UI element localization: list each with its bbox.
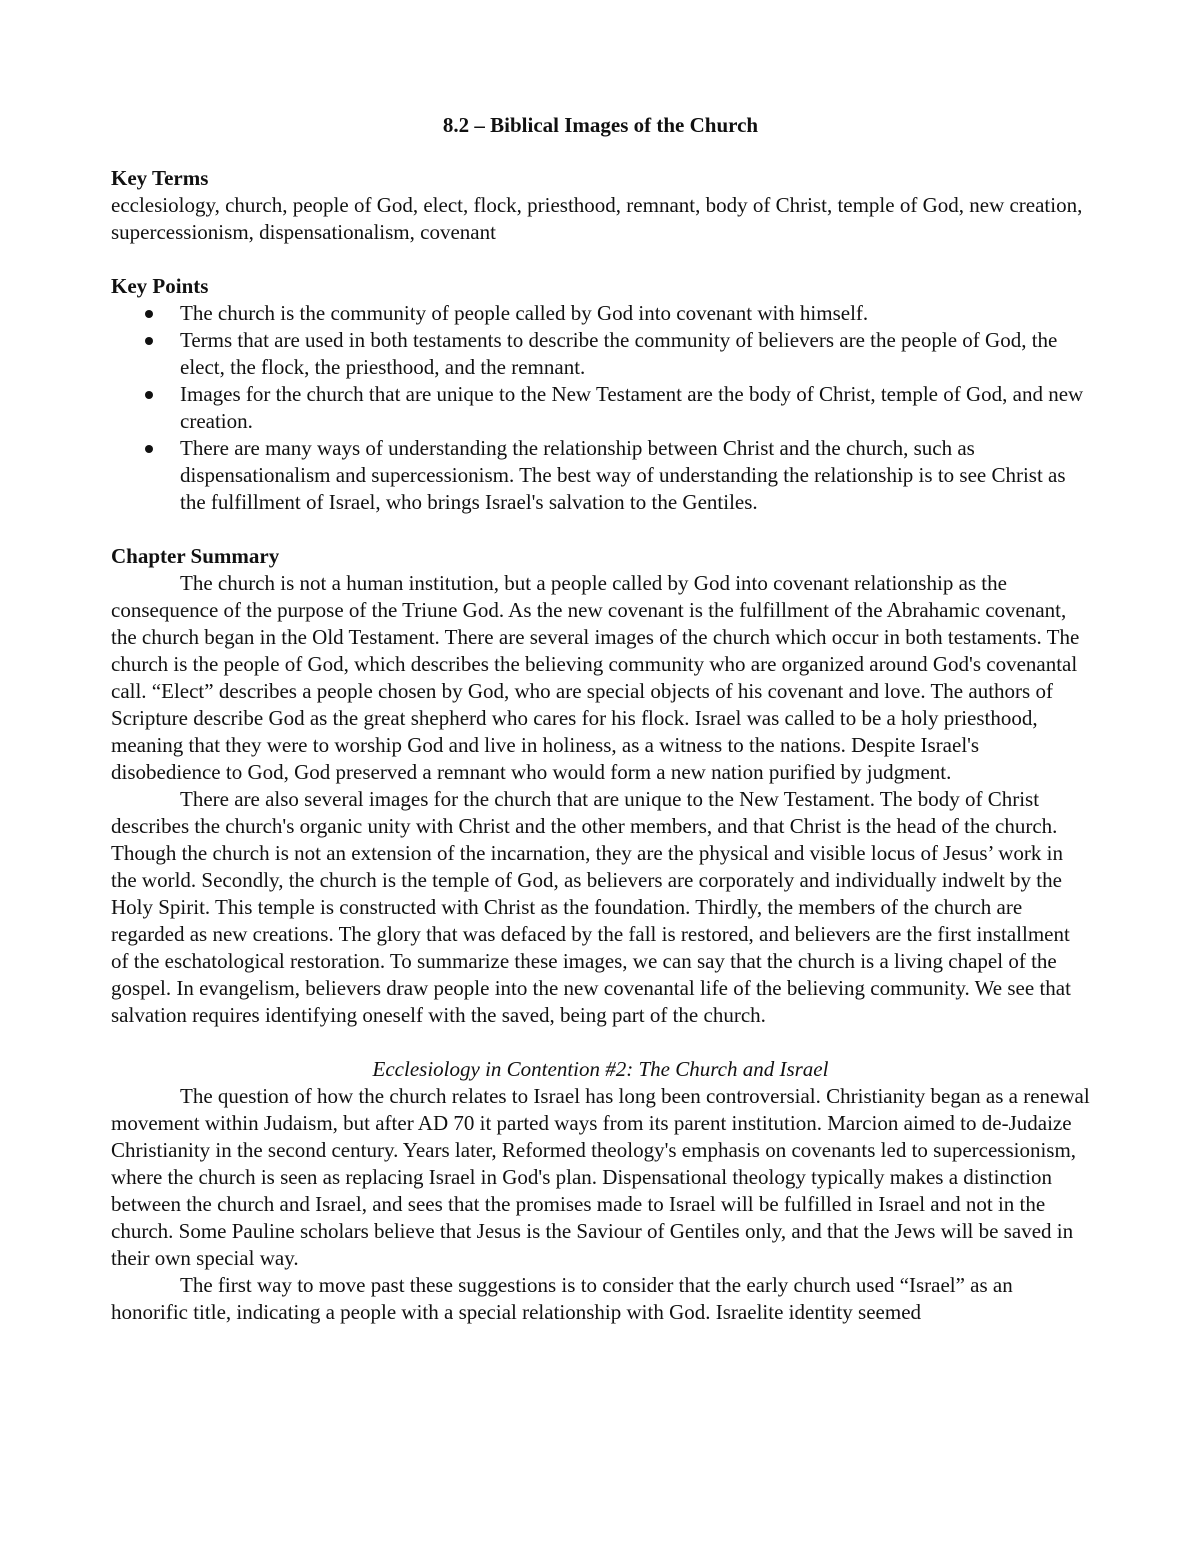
contention-heading: Ecclesiology in Contention #2: The Church and Israel [372, 1057, 829, 1081]
list-item-text: Terms that are used in both testaments to describe the community of believers are the people of God, the elect, the flock, the priesthood, and the remnant. [180, 328, 1058, 379]
list-item [111, 435, 1090, 516]
bullet-icon [145, 391, 153, 399]
contention-paragraph: The first way to move past these suggestions is to consider that the early church used “Israel” as an honorific title, indicating a people with a special relationship with God. Israelite identity seemed [111, 1273, 1013, 1324]
key-points-section [111, 273, 1090, 516]
list-item [111, 381, 1090, 435]
spacer [111, 1029, 1090, 1056]
key-points-heading: Key Points [111, 274, 209, 298]
contention-section [111, 1056, 1090, 1326]
chapter-summary-section [111, 543, 1090, 1029]
spacer [111, 516, 1090, 543]
key-terms-text: ecclesiology, church, people of God, elect, flock, priesthood, remnant, body of Christ, temple of God, new creation, supercessionism, dispensationalism, covenant [111, 193, 1083, 244]
summary-paragraph: The church is not a human institution, but a people called by God into covenant relationship as the consequence of the purpose of the Triune God. As the new covenant is the fulfillment of the Abrahamic covenant, the church began in the Old Testament. There are several images of the church which occur in both testaments. The church is the people of God, which describes the believing community who are organized around God's covenantal call. “Elect” describes a people chosen by God, who are special objects of his covenant and love. The authors of Scripture describe God as the great shepherd who cares for his flock. Israel was called to be a holy priesthood, meaning that they were to worship God and live in holiness, as a witness to the nations. Despite Israel's disobedience to God, God preserved a remnant who would form a new nation purified by judgment. [111, 571, 1080, 784]
list-item [111, 327, 1090, 381]
chapter-summary-heading: Chapter Summary [111, 544, 280, 568]
contention-paragraph: The question of how the church relates to Israel has long been controversial. Christianity began as a renewal movement within Judaism, but after AD 70 it parted ways from its parent institution. Marcion aimed to de-Judaize Christianity in the second century. Years later, Reformed theology's emphasis on covenants led to supercessionism, where the church is seen as replacing Israel in God's plan. Dispensational theology typically makes a distinction between the church and Israel, and sees that the promises made to Israel will be fulfilled in Israel and not in the church. Some Pauline scholars believe that Jesus is the Saviour of Gentiles only, and that the Jews will be saved in their own special way. [111, 1084, 1090, 1270]
bullet-icon [145, 445, 153, 453]
key-terms-section [111, 165, 1090, 246]
list-item-text: The church is the community of people called by God into covenant with himself. [180, 301, 869, 325]
list-item-text: Images for the church that are unique to the New Testament are the body of Christ, temple of God, and new creation. [180, 382, 1084, 433]
bullet-icon [145, 337, 153, 345]
bullet-icon [145, 310, 153, 318]
list-item [111, 300, 1090, 327]
spacer [111, 246, 1090, 273]
summary-paragraph: There are also several images for the church that are unique to the New Testament. The body of Christ describes the church's organic unity with Christ and the other members, and that Christ is the head of the church. Though the church is not an extension of the incarnation, they are the physical and visible locus of Jesus’ work in the world. Secondly, the church is the temple of God, as believers are corporately and individually indwelt by the Holy Spirit. This temple is constructed with Christ as the foundation. Thirdly, the members of the church are regarded as new creations. The glory that was defaced by the fall is restored, and believers are the first installment of the eschatological restoration. To summarize these images, we can say that the church is a living chapel of the gospel. In evangelism, believers draw people into the new covenantal life of the believing community. We see that salvation requires identifying oneself with the saved, being part of the church. [111, 787, 1071, 1027]
list-item-text: There are many ways of understanding the relationship between Christ and the church, such as dispensationalism and supercessionism. The best way of understanding the relationship is to see Christ as the fulfillment of Israel, who brings Israel's salvation to the Gentiles. [180, 436, 1066, 514]
page-title: 8.2 – Biblical Images of the Church [442, 113, 759, 137]
key-points-list [111, 300, 1090, 516]
key-terms-heading: Key Terms [111, 166, 209, 190]
